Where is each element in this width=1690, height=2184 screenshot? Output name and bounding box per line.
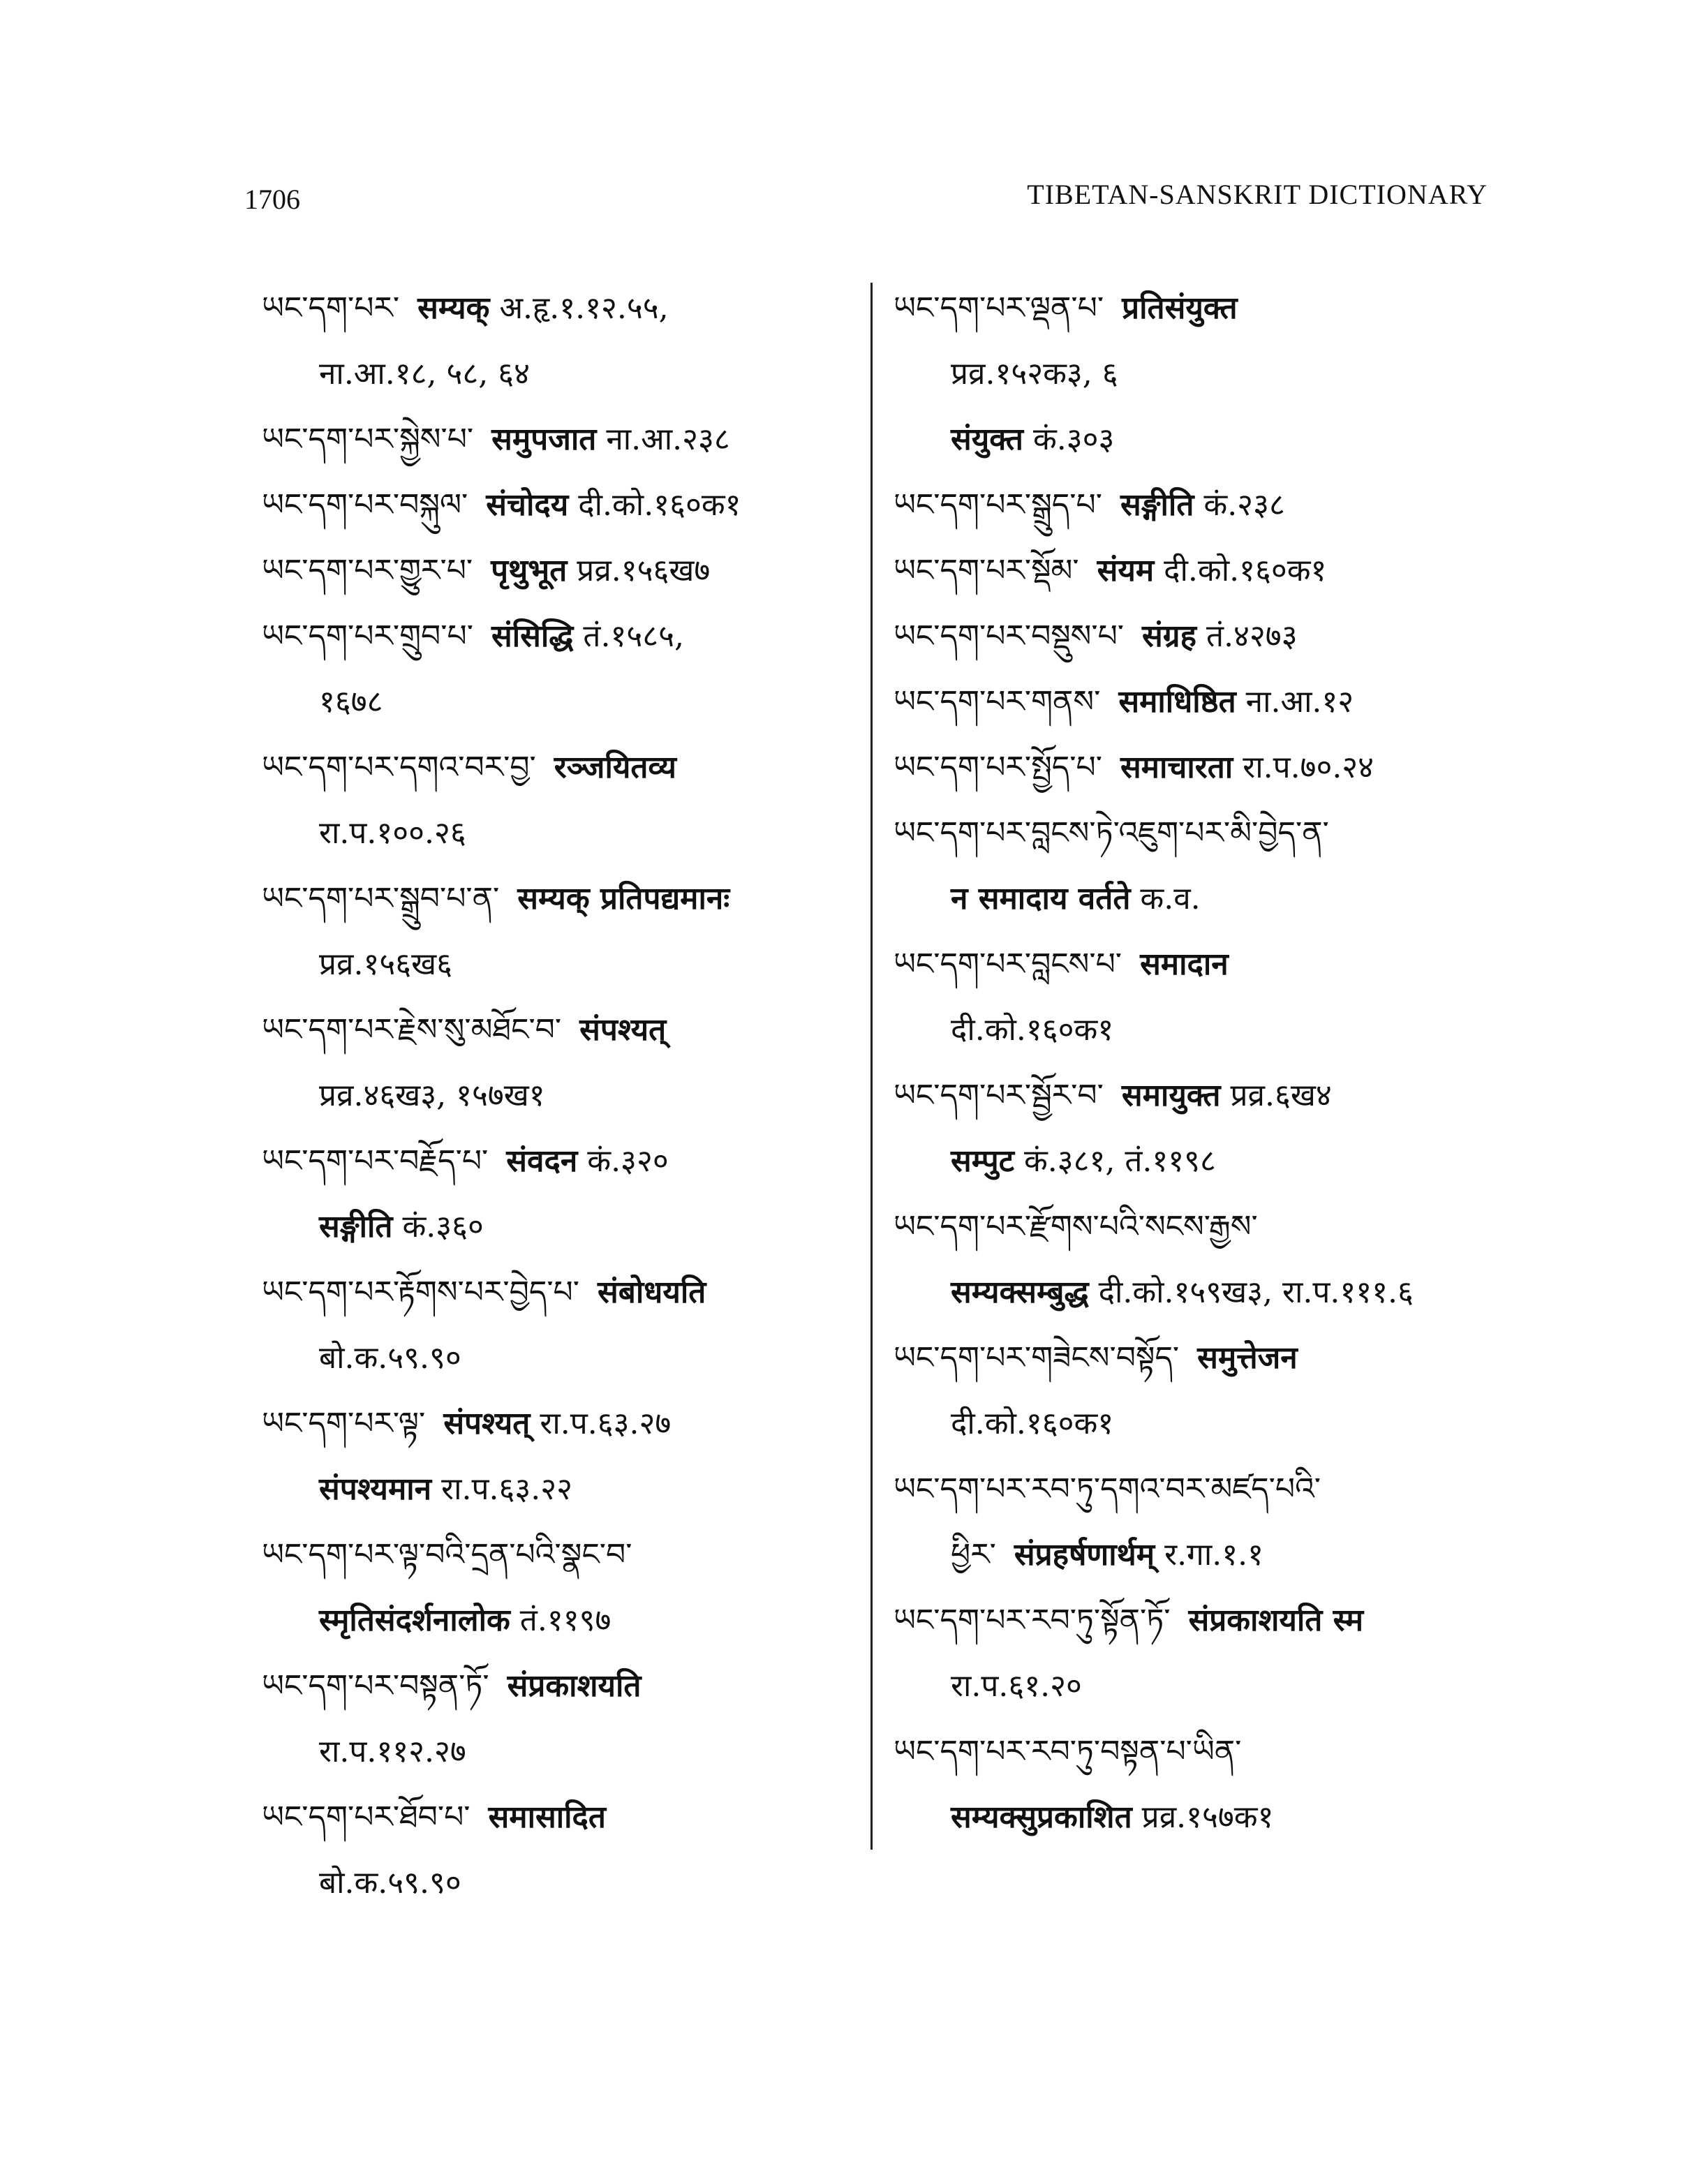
right-column — [894, 276, 1494, 1850]
sanskrit-equivalent: सम्यक् प्रतिपद्यमानः — [517, 881, 730, 916]
entry-headline — [894, 538, 1494, 604]
entry-headline — [262, 1260, 876, 1325]
sanskrit-equivalent: प्रतिसंयुक्त — [1122, 290, 1238, 326]
source-reference: ना.आ.१८, ५८, ६४ — [319, 356, 530, 392]
entry-continuation — [262, 932, 876, 997]
tibetan-term: ཡང་དག་པར་རབ་ཏུ་བསྟན་པ་ཡིན་ — [894, 1734, 1242, 1769]
source-reference: कं.३६० — [402, 1209, 484, 1245]
dictionary-entry — [262, 1522, 876, 1654]
entry-continuation — [894, 1654, 1494, 1719]
left-column — [262, 276, 876, 1916]
entry-headline — [894, 1588, 1494, 1654]
entry-headline — [262, 1785, 876, 1850]
entry-headline — [262, 604, 876, 669]
dictionary-entry — [894, 1194, 1494, 1325]
source-reference: कं.३०३ — [1032, 422, 1115, 457]
tibetan-term: ཡང་དག་པར་གྲུབ་པ་ — [262, 618, 473, 654]
dictionary-entry — [894, 604, 1494, 669]
source-reference: १६७८ — [319, 684, 383, 720]
entry-headline — [262, 1129, 876, 1194]
sanskrit-equivalent: संसिद्धि — [491, 618, 574, 654]
entry-continuation — [262, 1194, 876, 1260]
tibetan-term: ཡང་དག་པར་བསྟན་ཏོ་ — [262, 1668, 489, 1704]
source-reference: प्रव्र.१५२क३, ६ — [951, 356, 1118, 392]
source-reference: तं.१५८५, — [583, 618, 684, 654]
sanskrit-equivalent: समायुक्त — [1121, 1078, 1221, 1113]
entry-continuation — [894, 866, 1494, 932]
source-reference: कं.३२० — [587, 1143, 669, 1179]
sanskrit-equivalent: समाचारता — [1120, 750, 1233, 785]
entry-continuation — [262, 1457, 876, 1522]
tibetan-term: ཡང་དག་པར་གཟེངས་བསྟོད་ — [894, 1340, 1180, 1376]
dictionary-entry — [894, 1719, 1494, 1850]
entry-continuation — [262, 1719, 876, 1785]
entry-continuation — [894, 407, 1494, 473]
dictionary-entry — [262, 538, 876, 604]
dictionary-entry — [262, 604, 876, 735]
entry-headline — [262, 1391, 876, 1457]
tibetan-term: ཡང་དག་པར་གྱུར་པ་ — [262, 553, 473, 588]
source-reference: दी.को.१५९ख३, रा.प.१११.६ — [1098, 1275, 1414, 1310]
dictionary-entry — [894, 1063, 1494, 1194]
dictionary-entry — [894, 276, 1494, 473]
dictionary-entry — [262, 1785, 876, 1916]
page-number: 1706 — [244, 184, 300, 215]
tibetan-term: ཡང་དག་པར་བསྐུལ་ — [262, 487, 468, 523]
tibetan-term: ཡང་དག་པར་སྤྱོད་པ་ — [894, 750, 1102, 785]
tibetan-term: ཡང་དག་པར་རྗེས་སུ་མཐོང་བ་ — [262, 1012, 562, 1048]
sanskrit-equivalent: समासादित — [488, 1799, 606, 1835]
entry-headline — [894, 1719, 1494, 1785]
sanskrit-equivalent: न समादाय वर्तते — [951, 881, 1131, 916]
source-reference: रा.प.७०.२४ — [1243, 750, 1374, 785]
entry-headline — [262, 997, 876, 1063]
tibetan-term: ཡང་དག་པར་རྫོགས་པའི་སངས་རྒྱས་ — [894, 1209, 1258, 1245]
sanskrit-equivalent: संपश्यमान — [319, 1471, 432, 1507]
source-reference: ना.आ.२३८ — [606, 422, 730, 457]
tibetan-term: ཡང་དག་པར་རབ་ཏུ་དགའ་བར་མཛད་པའི་ — [894, 1471, 1321, 1507]
dictionary-entry — [894, 473, 1494, 538]
sanskrit-equivalent: संप्रकाशयति स्म — [1188, 1603, 1364, 1638]
source-reference: बो.क.५९.९० — [319, 1340, 461, 1376]
dictionary-entry — [894, 735, 1494, 801]
sanskrit-equivalent: संयम — [1097, 553, 1155, 588]
tibetan-term: ཡང་དག་པར་དགའ་བར་བྱ་ — [262, 750, 536, 785]
tibetan-term: ཡང་དག་པར་ཐོབ་པ་ — [262, 1799, 470, 1835]
sanskrit-equivalent: सम्यक्सम्बुद्ध — [951, 1275, 1089, 1310]
tibetan-term: ཡང་དག་པར་ལྟ་ — [262, 1406, 426, 1441]
source-reference: प्रव्र.६ख४ — [1230, 1078, 1332, 1113]
entry-headline — [894, 932, 1494, 997]
dictionary-entry — [894, 669, 1494, 735]
entry-headline — [262, 407, 876, 473]
dictionary-entry — [262, 1391, 876, 1522]
entry-continuation — [262, 341, 876, 407]
entry-headline — [894, 1457, 1494, 1522]
dictionary-entry — [262, 735, 876, 866]
sanskrit-equivalent: स्मृतिसंदर्शनालोक — [319, 1603, 510, 1638]
source-reference: दी.को.१६०क१ — [951, 1406, 1114, 1441]
tibetan-term: ཕྱིར་ — [951, 1537, 996, 1573]
sanskrit-equivalent: संबोधयति — [598, 1275, 706, 1310]
tibetan-term: ཡང་དག་པར་གནས་ — [894, 684, 1101, 720]
source-reference: रा.प.१००.२६ — [319, 815, 466, 851]
entry-continuation — [894, 1785, 1494, 1850]
sanskrit-equivalent: सम्यक् — [417, 290, 490, 326]
sanskrit-equivalent: सम्यक्सुप्रकाशित — [951, 1799, 1132, 1835]
entry-headline — [262, 538, 876, 604]
entry-headline — [894, 735, 1494, 801]
entry-headline — [894, 604, 1494, 669]
tibetan-term: ཡང་དག་པར་རྟོགས་པར་བྱེད་པ་ — [262, 1275, 580, 1310]
source-reference: अ.हृ.१.१२.५५, — [499, 290, 669, 326]
dictionary-entry — [262, 1260, 876, 1391]
tibetan-term: ཡང་དག་པར་ལྡན་པ་ — [894, 290, 1104, 326]
entry-headline — [894, 1063, 1494, 1129]
sanskrit-equivalent: संयुक्त — [951, 422, 1023, 457]
sanskrit-equivalent: सम्पुट — [951, 1143, 1014, 1179]
tibetan-term: ཡང་དག་པར་སྒྲུབ་པ་ན་ — [262, 881, 500, 916]
dictionary-entry — [262, 1654, 876, 1785]
entry-headline — [894, 1325, 1494, 1391]
sanskrit-equivalent: संप्रकाशयति — [507, 1668, 642, 1704]
source-reference: प्रव्र.१५७क१ — [1141, 1799, 1274, 1835]
tibetan-term: ཡང་དག་པར་བླངས་པ་ — [894, 946, 1122, 982]
sanskrit-equivalent: पृथुभूत — [491, 553, 568, 588]
sanskrit-equivalent: रञ्जयितव्य — [554, 750, 677, 785]
source-reference: प्रव्र.१५६ख७ — [577, 553, 711, 588]
sanskrit-equivalent: संवदन — [506, 1143, 578, 1179]
source-reference: दी.को.१६०क१ — [578, 487, 741, 523]
source-reference: प्रव्र.१५६ख६ — [319, 946, 452, 982]
tibetan-term: ཡང་དག་པར་སྡོམ་ — [894, 553, 1079, 588]
dictionary-entry — [894, 801, 1494, 932]
source-reference: रा.प.११२.२७ — [319, 1734, 466, 1769]
source-reference: कं.३८१, तं.११९८ — [1023, 1143, 1216, 1179]
entry-continuation — [894, 1129, 1494, 1194]
entry-headline — [894, 801, 1494, 866]
source-reference: प्रव्र.४६ख३, १५७ख१ — [319, 1078, 545, 1113]
source-reference: तं.४२७३ — [1206, 618, 1298, 654]
source-reference: रा.प.६३.२७ — [540, 1406, 672, 1441]
tibetan-term: ཡང་དག་པར་ — [262, 290, 400, 326]
dictionary-entry — [262, 276, 876, 407]
running-head: TIBETAN-SANSKRIT DICTIONARY — [1027, 179, 1488, 210]
tibetan-term: ཡང་དག་པར་སྐྱེས་པ་ — [262, 422, 474, 457]
dictionary-entry — [894, 538, 1494, 604]
entry-continuation — [894, 341, 1494, 407]
source-reference: रा.प.६३.२२ — [441, 1471, 572, 1507]
source-reference: बो.क.५९.९० — [319, 1865, 461, 1901]
entry-headline — [894, 1194, 1494, 1260]
entry-continuation — [894, 1260, 1494, 1325]
entry-headline — [894, 276, 1494, 341]
entry-continuation — [262, 1850, 876, 1916]
sanskrit-equivalent: समाधिष्ठित — [1118, 684, 1236, 720]
entry-headline — [262, 866, 876, 932]
dictionary-entry — [262, 473, 876, 538]
source-reference: दी.को.१६०क१ — [1164, 553, 1327, 588]
entry-headline — [894, 473, 1494, 538]
entry-headline — [262, 473, 876, 538]
sanskrit-equivalent: संग्रह — [1142, 618, 1196, 654]
dictionary-entry — [262, 1129, 876, 1260]
entry-continuation — [894, 1522, 1494, 1588]
source-reference: तं.११९७ — [519, 1603, 611, 1638]
dictionary-entry — [894, 1588, 1494, 1719]
entry-continuation — [262, 669, 876, 735]
source-reference: क.व. — [1140, 881, 1201, 916]
sanskrit-equivalent: समुपजात — [491, 422, 597, 457]
tibetan-term: ཡང་དག་པར་ལྟ་བའི་དྲན་པའི་སྣང་བ་ — [262, 1537, 632, 1573]
tibetan-term: ཡང་དག་པར་བླངས་ཏེ་འཇུག་པར་མི་བྱེད་ན་ — [894, 815, 1329, 851]
dictionary-entry — [262, 997, 876, 1129]
source-reference: कं.२३८ — [1203, 487, 1285, 523]
entry-continuation — [894, 997, 1494, 1063]
entry-headline — [894, 669, 1494, 735]
entry-continuation — [262, 801, 876, 866]
entry-continuation — [262, 1588, 876, 1654]
sanskrit-equivalent: संचोदय — [486, 487, 569, 523]
sanskrit-equivalent: संपश्यत् — [443, 1406, 531, 1441]
source-reference: ना.आ.१२ — [1245, 684, 1354, 720]
entry-headline — [262, 735, 876, 801]
tibetan-term: ཡང་དག་པར་སྒྲུད་པ་ — [894, 487, 1102, 523]
entry-headline — [262, 1522, 876, 1588]
dictionary-entry — [262, 866, 876, 997]
sanskrit-equivalent: सङ्गीति — [319, 1209, 393, 1245]
source-reference: रा.प.६१.२० — [951, 1668, 1082, 1704]
sanskrit-equivalent: संप्रहर्षणार्थम् — [1014, 1537, 1155, 1573]
source-reference: र.गा.१.१ — [1164, 1537, 1263, 1573]
dictionary-entry — [262, 407, 876, 473]
sanskrit-equivalent: सङ्गीति — [1120, 487, 1194, 523]
dictionary-entry — [894, 932, 1494, 1063]
entry-continuation — [894, 1391, 1494, 1457]
column-divider — [870, 283, 873, 1850]
entry-continuation — [262, 1063, 876, 1129]
entry-headline — [262, 276, 876, 341]
sanskrit-equivalent: समादान — [1140, 946, 1229, 982]
tibetan-term: ཡང་དག་པར་སྦྱོར་བ་ — [894, 1078, 1104, 1113]
source-reference: दी.को.१६०क१ — [951, 1012, 1114, 1048]
tibetan-term: ཡང་དག་པར་རབ་ཏུ་སྟོན་ཏོ་ — [894, 1603, 1171, 1638]
entry-continuation — [262, 1325, 876, 1391]
sanskrit-equivalent: संपश्यत् — [579, 1012, 667, 1048]
entry-headline — [262, 1654, 876, 1719]
tibetan-term: ཡང་དག་པར་བསྡུས་པ་ — [894, 618, 1125, 654]
sanskrit-equivalent: समुत्तेजन — [1197, 1340, 1298, 1376]
tibetan-term: ཡང་དག་པར་བརྗོད་པ་ — [262, 1143, 489, 1179]
dictionary-entry — [894, 1325, 1494, 1457]
dictionary-entry — [894, 1457, 1494, 1588]
